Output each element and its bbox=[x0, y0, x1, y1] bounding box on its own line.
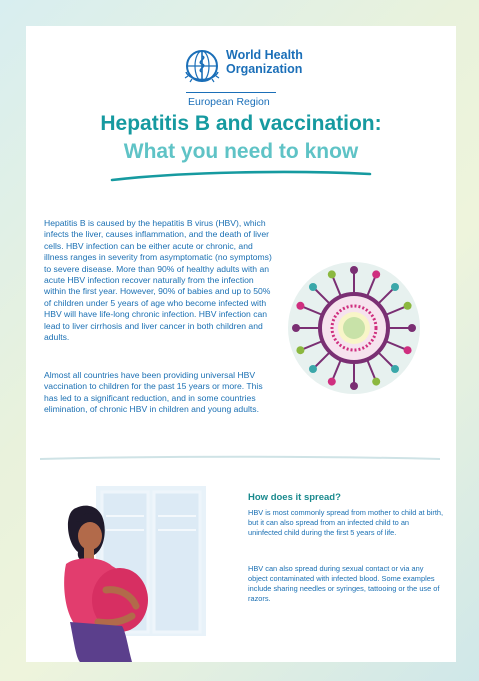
intro-paragraph-1: Hepatitis B is caused by the hepatitis B virus (HBV), which infects the liver, causes inflammation, and the death of liver cells. HBV infection can be either acute or chronic, and illness ranges in severity from asymptomatic (no symptoms) to severe disease. More than 90% of healthy adults with an acute HBV infection recover naturally from the infection within the first year. However, 90% of babies and up to 50% of children under 5 years of age who become infected with HBV will have life-long chronic infection. HBV infection can lead to liver cirrhosis and liver cancer in both children and adults. bbox=[44, 218, 272, 343]
title-underline-swoosh bbox=[110, 168, 372, 184]
spread-heading: How does it spread? bbox=[248, 492, 341, 503]
virus-icon bbox=[284, 258, 424, 398]
spread-paragraph-1: HBV is most commonly spread from mother to child at birth, but it can also spread from an infected child to an uninfected child during the first 5 years of life. bbox=[248, 508, 444, 537]
factsheet-page bbox=[26, 26, 456, 662]
page-subtitle: What you need to know bbox=[123, 140, 359, 163]
logo-divider bbox=[186, 92, 276, 93]
pregnant-woman-illustration bbox=[36, 472, 236, 662]
who-emblem-icon bbox=[182, 46, 222, 86]
page-title: Hepatitis B and vaccination: bbox=[100, 112, 382, 135]
spread-paragraph-2: HBV can also spread during sexual contact or via any object contaminated with infected blood. Some examples include sharing needles or syringes, tattooing or the use of razors. bbox=[248, 564, 440, 603]
intro-paragraph-2: Almost all countries have been providing universal HBV vaccination to children for the past 15 years or more. This has led to a significant reduction, and in some countries elimination, of chronic HBV in children and young adults. bbox=[44, 370, 263, 415]
region-label: European Region bbox=[188, 96, 270, 108]
org-name: World Health Organization bbox=[226, 48, 303, 76]
section-divider bbox=[40, 454, 440, 464]
